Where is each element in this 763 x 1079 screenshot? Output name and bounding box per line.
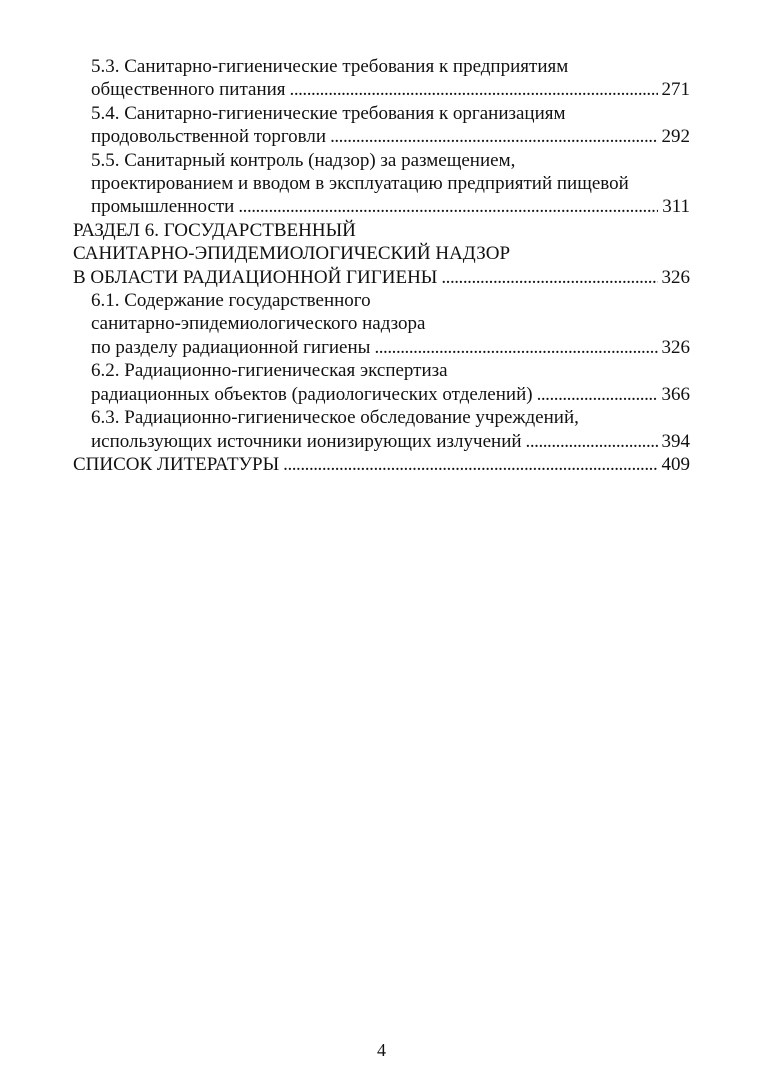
toc-entry-text: радиационных объектов (радиологических отделений) bbox=[91, 383, 533, 405]
dot-leader bbox=[537, 383, 658, 406]
toc-entry-text: 6.3. Радиационно-гигиеническое обследование учреждений, bbox=[91, 407, 579, 429]
toc-entry-text: по разделу радиационной гигиены bbox=[91, 336, 371, 358]
toc-page-number: 326 bbox=[661, 336, 690, 358]
toc-entry-section-6[interactable] bbox=[73, 219, 690, 289]
toc-entry-text: 5.5. Санитарный контроль (надзор) за размещением, bbox=[91, 149, 516, 171]
dot-leader bbox=[441, 266, 657, 289]
toc-page-number: 394 bbox=[661, 430, 690, 452]
toc-entry-text: проектированием и вводом в эксплуатацию предприятий пищевой bbox=[91, 173, 629, 195]
toc-entry-text: санитарно-эпидемиологического надзора bbox=[91, 313, 426, 335]
toc-leader-line bbox=[91, 78, 690, 101]
dot-leader bbox=[374, 336, 657, 359]
toc-entry-5-5[interactable] bbox=[73, 149, 690, 219]
toc-page-number: 271 bbox=[661, 79, 690, 101]
toc-entry-text: 6.1. Содержание государственного bbox=[91, 290, 371, 312]
toc-entry-text: 5.3. Санитарно-гигиенические требования к предприятиям bbox=[91, 56, 569, 77]
toc-page-number: 326 bbox=[661, 266, 690, 288]
dot-leader bbox=[330, 125, 657, 148]
toc-entry-6-3[interactable] bbox=[73, 406, 690, 453]
toc-leader-line bbox=[73, 453, 690, 476]
toc-entry-6-2[interactable] bbox=[73, 359, 690, 406]
toc-leader-line bbox=[73, 266, 690, 289]
toc-page-number: 311 bbox=[662, 196, 690, 218]
dot-leader bbox=[283, 453, 657, 476]
toc-entry-text: 6.2. Радиационно-гигиеническая экспертиза bbox=[91, 360, 448, 382]
toc-section-heading: В ОБЛАСТИ РАДИАЦИОННОЙ ГИГИЕНЫ bbox=[73, 266, 438, 288]
toc-entry-bibliography[interactable] bbox=[73, 453, 690, 476]
toc-entry-text: общественного питания bbox=[91, 79, 286, 101]
toc-page-number: 366 bbox=[661, 383, 690, 405]
toc-leader-line bbox=[91, 125, 690, 148]
toc-section-heading: САНИТАРНО-ЭПИДЕМИОЛОГИЧЕСКИЙ НАДЗОР bbox=[73, 243, 511, 265]
toc-page-number: 409 bbox=[661, 453, 690, 475]
toc-leader-line bbox=[91, 195, 690, 218]
toc-page-number: 292 bbox=[661, 126, 690, 148]
toc-entry-text: использующих источники ионизирующих излучений bbox=[91, 430, 522, 452]
dot-leader bbox=[526, 430, 658, 453]
toc-entry-5-4[interactable] bbox=[73, 102, 690, 149]
toc-leader-line bbox=[91, 336, 690, 359]
toc-section-heading: РАЗДЕЛ 6. ГОСУДАРСТВЕННЫЙ bbox=[73, 219, 356, 241]
table-of-contents bbox=[73, 55, 690, 476]
toc-entry-text: продовольственной торговли bbox=[91, 126, 327, 148]
toc-entry-5-3[interactable] bbox=[73, 55, 690, 102]
toc-entry-text: промышленности bbox=[91, 196, 235, 218]
toc-section-heading: СПИСОК ЛИТЕРАТУРЫ bbox=[73, 453, 280, 475]
page-number: 4 bbox=[377, 1040, 386, 1060]
toc-leader-line bbox=[91, 430, 690, 453]
toc-leader-line bbox=[91, 383, 690, 406]
dot-leader bbox=[238, 195, 658, 218]
toc-entry-6-1[interactable] bbox=[73, 289, 690, 359]
dot-leader bbox=[290, 78, 658, 101]
toc-entry-text: 5.4. Санитарно-гигиенические требования к организациям bbox=[91, 102, 566, 124]
